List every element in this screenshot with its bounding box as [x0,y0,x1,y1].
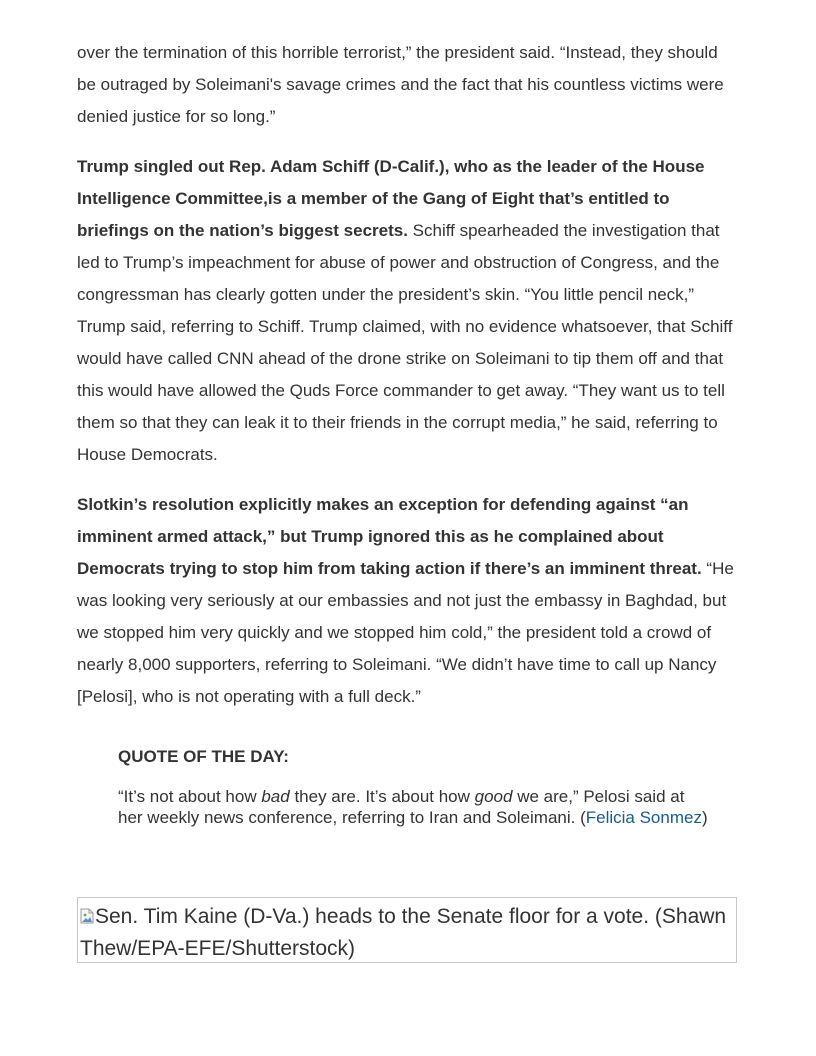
quote-text-part: they are. It’s about how [289,787,475,806]
quote-emphasis-bad: bad [261,787,290,806]
article-body [77,37,741,828]
paragraph-slotkin [77,489,741,713]
image-alt-text: Sen. Tim Kaine (D-Va.) heads to the Senate floor for a vote. (Shawn Thew/EPA-EFE/Shutterstock) [80,905,727,960]
article-image-placeholder [77,897,737,963]
quote-of-the-day [118,747,708,828]
paragraph-text: “He was looking very seriously at our embassies and not just the embassy in Baghdad, but we stopped him very quickly and we stopped him cold,” the president told a crowd of nearly 8,000 supporters, referring to Soleimani. “We didn’t have time to call up Nancy [Pelosi], who is not operating with a full deck.” [77,559,734,706]
quote-emphasis-good: good [474,787,513,806]
quote-text-part: “It’s not about how [118,787,262,806]
paragraph-text: Schiff spearheaded the investigation that led to Trump’s impeachment for abuse of power and obstruction of Congress, and the congressman has clearly gotten under the president’s skin. “You little pencil neck,” Trump said, referring to Schiff. Trump claimed, with no evidence whatsoever, that Schiff would have called CNN ahead of the drone strike on Soleimani to tip them off and that this would have allowed the Quds Force commander to get away. “They want us to tell them so that they can leak it to their friends in the corrupt media,” he said, referring to House Democrats. [77,221,733,464]
quote-text-part: we are,” Pelosi said at her weekly news conference, referring to Iran and Soleimani. ( [118,787,685,827]
author-link[interactable]: Felicia Sonmez [585,808,702,827]
paragraph-schiff [77,151,741,471]
paragraph-termination [77,37,741,133]
paragraph-lead-bold: Trump singled out Rep. Adam Schiff (D-Calif.), who as the leader of the House Intelligence Committee,is a member of the Gang of Eight that’s entitled to briefings on the nation’s biggest secrets. [77,157,705,240]
quote-heading: QUOTE OF THE DAY: [118,747,289,766]
broken-image-icon [80,908,94,924]
quote-text-part: ) [701,808,708,827]
quote-text [118,786,708,828]
paragraph-text: over the termination of this horrible terrorist,” the president said. “Instead, they should be outraged by Soleimani's savage crimes and the fact that his countless victims were denied justice for so long.” [77,43,724,126]
paragraph-lead-bold: Slotkin’s resolution explicitly makes an exception for defending against “an imminent armed attack,” but Trump ignored this as he complained about Democrats trying to stop him from taking action if there’s an imminent threat. [77,495,702,578]
